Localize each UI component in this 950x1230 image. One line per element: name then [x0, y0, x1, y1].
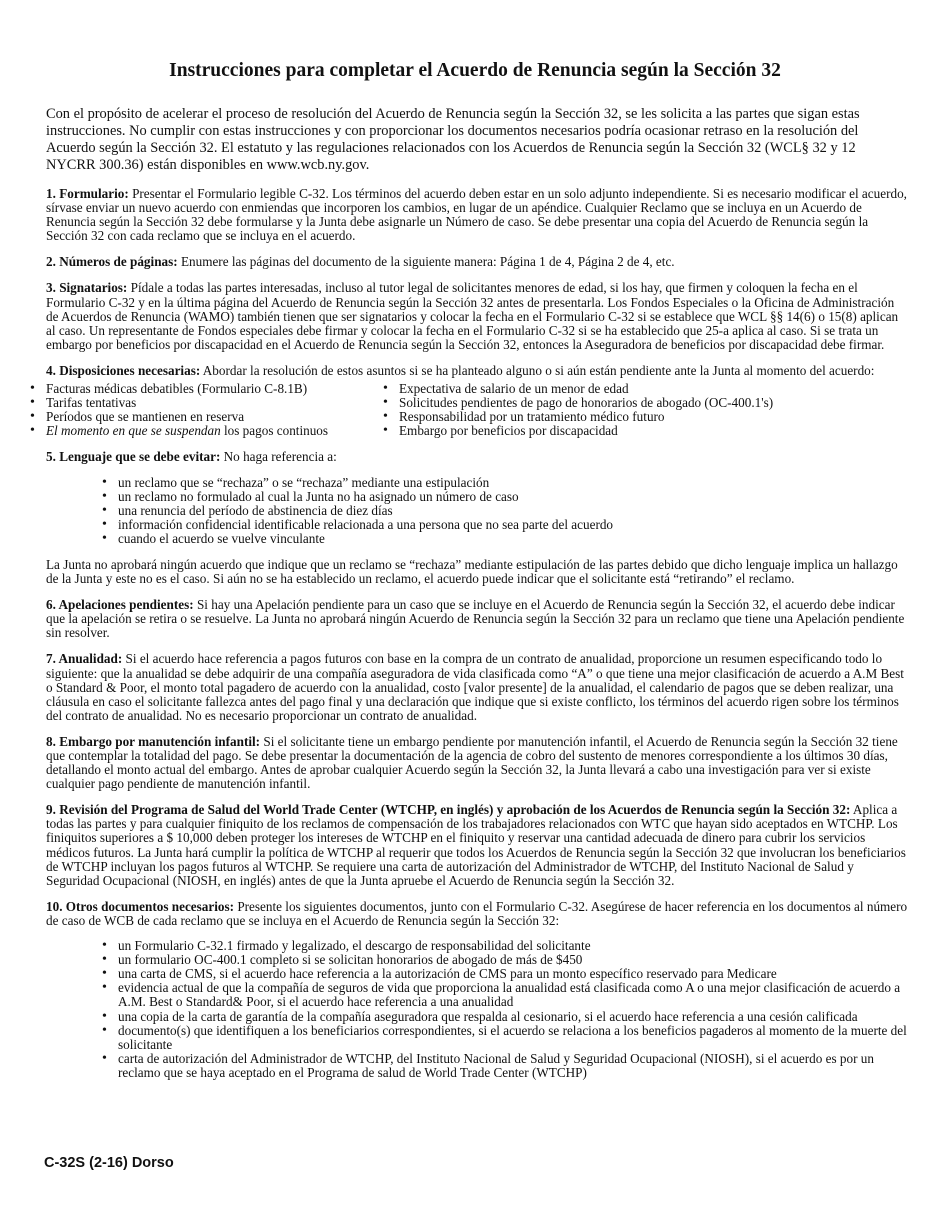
- list-item: • Responsabilidad por un tratamiento médico futuro: [399, 410, 819, 424]
- section-heading: 4. Disposiciones necesarias:: [46, 362, 201, 378]
- item-text: los pagos continuos: [220, 423, 329, 439]
- list-item: • cuando el acuerdo se vuelve vinculante: [118, 532, 908, 546]
- list-item: • evidencia actual de que la compañía de seguros de vida que proporciona la anualidad está clasificada como A o una mejor clasificación de acuerdo a A.M. Best o Standard& Poor, si el acuerdo hace referencia a una anualidad: [118, 981, 908, 1009]
- section-9: [46, 803, 908, 888]
- section-text: Enumere las páginas del documento de la siguiente manera: Página 1 de 4, Página 2 de 4, etc.: [177, 254, 675, 270]
- section-4: [46, 364, 908, 378]
- avoid-language-list: [46, 476, 908, 546]
- form-identifier: C-32S (2-16) Dorso: [44, 1155, 174, 1171]
- list-item: • una carta de CMS, si el acuerdo hace referencia a la autorización de CMS para un monto específico reservado para Medicare: [118, 967, 908, 981]
- section-text: Presentar el Formulario legible C-32. Los términos del acuerdo deben estar en un solo adjunto independiente. Si es necesario modificar el acuerdo, sírvase enviar un nuevo acuerdo con enmiendas que incorporen los cambios, en lugar de un apéndice. Cualquier Reclamo que se incluya en un Acuerdo de Renuncia según la Sección 32 debe formularse y la Junta debe asignarle un Número de caso. Se debe presentar una copia del Acuerdo de Renuncia según la Sección 32 con cada reclamo que se incluya en el acuerdo.: [46, 186, 907, 244]
- section-heading: 5. Lenguaje que se debe evitar:: [46, 449, 221, 465]
- required-documents-list: [46, 939, 908, 1080]
- section-5: [46, 450, 908, 464]
- section-text: Aplica a todas las partes y para cualquier finiquito de los reclamos de compensación de los trabajadores relacionados con WTC que hayan sido aceptados en WTCHP. Los finiquitos superiores a $ 10,000 deben proteger los intereses de WTCHP en el finiquito y reservar una cantidad adecuada de dinero para cubrir los servicios médicos futuros. La Junta hará cumplir la política de WTCHP al requerir que todos los Acuerdos de Renuncia según la Sección 32 que involucran los beneficiarios de WTCHP incluyan los pagos futuros al WTCHP. Se requiere una carta de autorización del Administrador de WTCHP, del Instituto Nacional de Salud y Seguridad Ocupacional (NIOSH, en inglés) antes de que la Junta apruebe el Acuerdo de Renuncia según la Sección 32.: [46, 802, 906, 888]
- list-item: • un reclamo que se “rechaza” o se “rechaza” mediante una estipulación: [118, 476, 908, 490]
- list-item: • Facturas médicas debatibles (Formulario C-8.1B): [46, 382, 399, 396]
- section-heading: 1. Formulario:: [46, 186, 129, 201]
- list-item: • un formulario OC-400.1 completo si se solicitan honorarios de abogado de más de $450: [118, 953, 908, 967]
- list-item: • Tarifas tentativas: [46, 396, 399, 410]
- section-text: Abordar la resolución de estos asuntos si se ha planteado alguno o si aún están pendiente ante la Junta al momento del acuerdo:: [200, 362, 875, 378]
- section-text: No haga referencia a:: [220, 449, 337, 465]
- section-2: [46, 255, 908, 269]
- list-item: • Períodos que se mantienen en reserva: [46, 410, 399, 424]
- section-7: [46, 652, 908, 722]
- list-item: • Expectativa de salario de un menor de edad: [399, 382, 819, 396]
- section-heading: 8. Embargo por manutención infantil:: [46, 733, 261, 749]
- section-heading: 9. Revisión del Programa de Salud del World Trade Center (WTCHP, en inglés) y aprobación de los Acuerdos de Renuncia según la Sección 32:: [46, 802, 851, 818]
- intro-paragraph: Con el propósito de acelerar el proceso de resolución del Acuerdo de Renuncia según la Sección 32, se les solicita a las partes que sigan estas instrucciones. No cumplir con estas instrucciones y con proporcionar los documentos necesarios podría ocasionar retraso en la resolución del Acuerdo según la Sección 32. El estatuto y las regulaciones relacionados con los Acuerdos de Renuncia según la Sección 32 (WCL§ 32 y 12 NYCRR 300.36) están disponibles en www.wcb.ny.gov.: [46, 106, 860, 173]
- section-6: [46, 598, 908, 640]
- list-item: • una copia de la carta de garantía de la compañía aseguradora que respalda al cesionario, si el acuerdo hace referencia a una cesión calificada: [118, 1010, 908, 1024]
- section-heading: 2. Números de páginas:: [46, 254, 178, 270]
- instructions-body: [46, 187, 908, 1092]
- italic-text: El momento en que se suspendan: [46, 423, 221, 439]
- section-8: [46, 735, 908, 791]
- provisions-columns: [46, 382, 908, 438]
- section-3: [46, 281, 908, 351]
- section-text: Si el solicitante tiene un embargo pendiente por manutención infantil, el Acuerdo de Renuncia según la Sección 32 tiene que contemplar la totalidad del pago. Se debe presentar la documentación de la agencia de cobro del sustento de menores correspondiente a los últimos 30 días, detallando el monto actual del embargo. Antes de aprobar cualquier Acuerdo según la Sección 32, la Junta llevará a cabo una investigación para ver si existe cualquier pago pendiente de manutención infantil.: [46, 733, 898, 792]
- provisions-list-left: [46, 382, 399, 438]
- section-heading: 6. Apelaciones pendientes:: [46, 597, 194, 613]
- list-item: • información confidencial identificable relacionada a una persona que no sea parte del acuerdo: [118, 518, 908, 532]
- page-title: Instrucciones para completar el Acuerdo de Renuncia según la Sección 32: [169, 60, 781, 81]
- list-item: • documento(s) que identifiquen a los beneficiarios correspondientes, si el acuerdo se relaciona a los beneficios pagaderos al momento de la muerte del solicitante: [118, 1024, 908, 1052]
- list-item: • Embargo por beneficios por discapacidad: [399, 424, 819, 438]
- section-text: Si el acuerdo hace referencia a pagos futuros con base en la compra de un contrato de anualidad, proporcione un resumen especificando todo lo siguiente: que la anualidad se debe adquirir de una compañía aseguradora de vida clasificada como “A” o que tiene una mejor clasificación de acuerdo a A.M Best o Standard & Poor, el monto total pagadero de acuerdo con la anualidad, costo [valor presente] de la anualidad, el calendario de pagos que se deben realizar, una cláusula en caso el solicitante fallezca antes del pago final y una declaración que indique que si existe conflicto, los términos del acuerdo rigen sobre los términos del contrato de anualidad. No es necesario proporcionar un contrato de anualidad.: [46, 651, 904, 723]
- list-item: • un reclamo no formulado al cual la Junta no ha asignado un número de caso: [118, 490, 908, 504]
- section-text: Si hay una Apelación pendiente para un caso que se incluye en el Acuerdo de Renuncia según la Sección 32, el acuerdo debe indicar que la apelación se retira o se resuelve. La Junta no aprobará ningún Acuerdo de Renuncia según la Sección 32 para un reclamo que tiene una Apelación pendiente sin resolver.: [46, 597, 905, 641]
- section-text: Pídale a todas las partes interesadas, incluso al tutor legal de solicitantes menores de edad, si los hay, que firmen y coloquen la fecha en el Formulario C-32 y en la última página del Acuerdo de Renuncia según la Sección 32 antes de presentarla. Los Fondos Especiales o la Oficina de Administración de Acuerdos de Renuncia (WAMO) también tienen que ser signatarios y colocar la fecha en el Formulario C-32 si se establece que WCL §§ 14(6) o 15(8) aplican al caso. Un representante de Fondos especiales debe firmar y colocar la fecha en el Formulario C-32 si se ha establecido que 25-a aplica al caso. Si se trata un embargo por beneficios por discapacidad en el Acuerdo de Renuncia según la Sección 32, entonces la Aseguradora de beneficios por discapacidad debe firmar.: [46, 280, 899, 352]
- provisions-list-right: [399, 382, 819, 438]
- list-item: • un Formulario C-32.1 firmado y legalizado, el descargo de responsabilidad del solicitante: [118, 939, 908, 953]
- section-text: Presente los siguientes documentos, junto con el Formulario C-32. Asegúrese de hacer referencia en los documentos al número de caso de WCB de cada reclamo que se incluya en el Acuerdo de Renuncia según la Sección 32:: [46, 898, 908, 928]
- list-item: [46, 424, 399, 438]
- list-item: • una renuncia del período de abstinencia de diez días: [118, 504, 908, 518]
- section-heading: 3. Signatarios:: [46, 280, 128, 296]
- section-5-note: La Junta no aprobará ningún acuerdo que indique que un reclamo se “rechaza” mediante estipulación de las partes debido que dicho lenguaje implica un hallazgo de la Junta y este no es el caso. Si aún no se ha establecido un reclamo, el acuerdo puede indicar que el solicitante está “retirando” el reclamo.: [46, 556, 898, 587]
- list-item: • Solicitudes pendientes de pago de honorarios de abogado (OC-400.1's): [399, 396, 819, 410]
- list-item: • carta de autorización del Administrador de WTCHP, del Instituto Nacional de Salud y Seguridad Ocupacional (NIOSH), si el acuerdo es por un reclamo que se haya aceptado en el Programa de salud de World Trade Center (WTCHP): [118, 1052, 908, 1080]
- section-heading: 10. Otros documentos necesarios:: [46, 898, 235, 914]
- section-1: [46, 187, 908, 243]
- section-heading: 7. Anualidad:: [46, 651, 123, 667]
- section-10: [46, 900, 908, 928]
